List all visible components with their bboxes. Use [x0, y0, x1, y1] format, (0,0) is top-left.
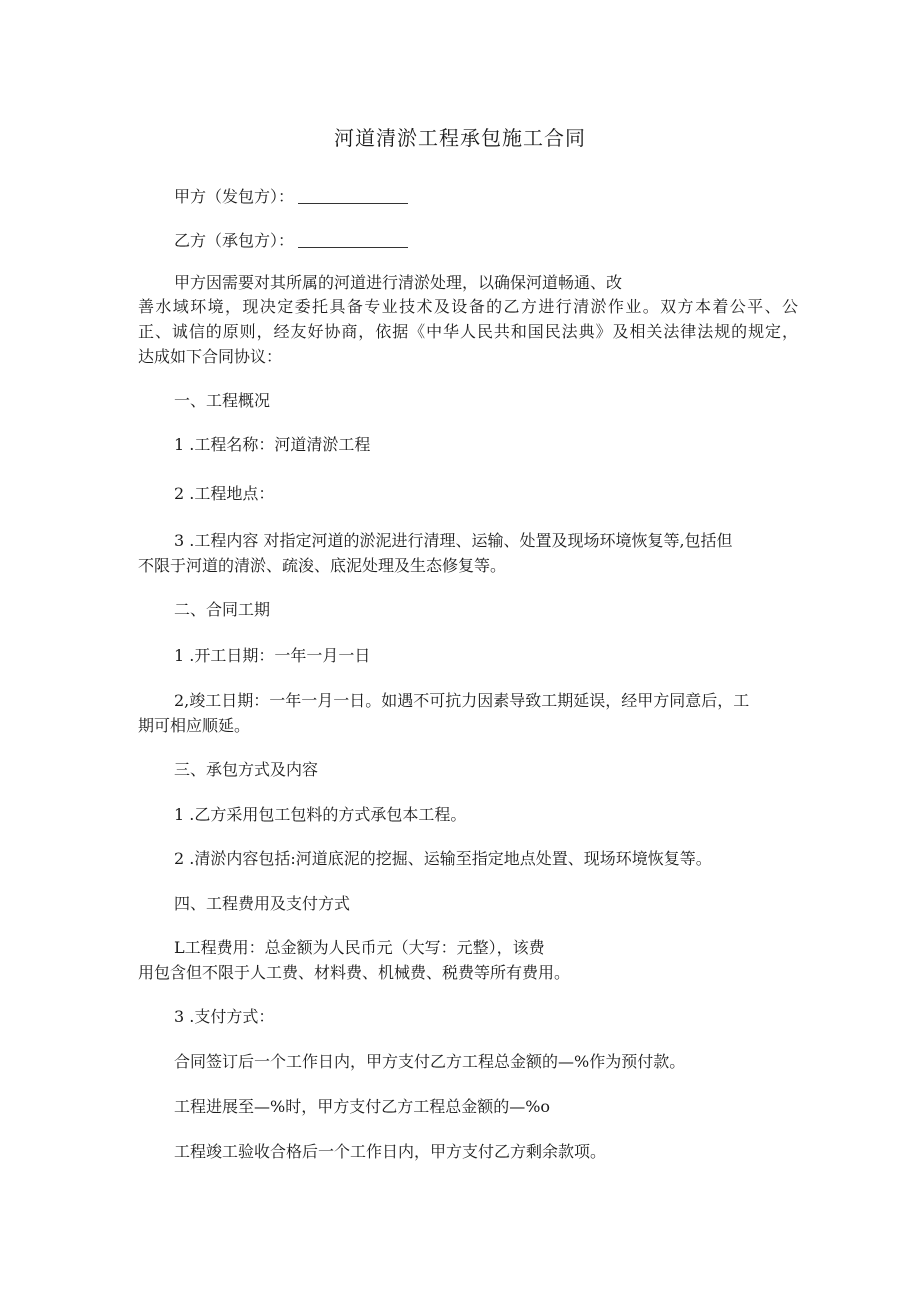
- intro-line-1: 甲方因需要对其所属的河道进行清淤处理，以确保河道畅通、改: [174, 273, 623, 292]
- section1-item1: 1 .工程名称：河道清淤工程: [174, 435, 371, 454]
- section1-item2: 2 .工程地点：: [174, 484, 275, 503]
- party-b-label: 乙方（承包方）：: [174, 231, 295, 250]
- intro-line-3: 正、诚信的原则，经友好协商，依据《中华人民共和国民法典》及相关法律法规的规定，: [138, 322, 798, 341]
- section4-item1-line1: L工程费用：总金额为人民币元（大写：元整），该费: [174, 938, 545, 957]
- section1-item3-line2: 不限于河道的清淤、疏浚、底泥处理及生态修复等。: [138, 556, 507, 575]
- section3-item1: 1 .乙方采用包工包料的方式承包本工程。: [174, 805, 467, 824]
- section1-heading: 一、工程概况: [174, 391, 271, 410]
- section2-item1: 1 .开工日期：一年一月一日: [174, 646, 371, 665]
- party-b-blank[interactable]: [298, 231, 408, 248]
- intro-line-2: 善水域环境，现决定委托具备专业技术及设备的乙方进行清淤作业。双方本着公平、公: [138, 297, 798, 316]
- payment-term-2: 工程进展至—%时，甲方支付乙方工程总金额的—%o: [174, 1097, 551, 1116]
- document-title: 河道清淤工程承包施工合同: [334, 126, 586, 150]
- section4-item3: 3 .支付方式：: [174, 1007, 275, 1026]
- section3-item2: 2 .清淤内容包括:河道底泥的挖掘、运输至指定地点处置、现场环境恢复等。: [174, 849, 712, 868]
- section2-item2-line2: 期可相应顺延。: [138, 716, 251, 735]
- payment-term-1: 合同签订后一个工作日内，甲方支付乙方工程总金额的—%作为预付款。: [174, 1052, 686, 1071]
- section4-item1-line2: 用包含但不限于人工费、材料费、机械费、税费等所有费用。: [138, 963, 571, 982]
- payment-term-3: 工程竣工验收合格后一个工作日内，甲方支付乙方剩余款项。: [174, 1142, 607, 1161]
- party-b-line: [174, 228, 834, 254]
- party-a-line: [174, 184, 834, 210]
- party-a-blank[interactable]: [298, 187, 408, 204]
- section4-heading: 四、工程费用及支付方式: [174, 894, 351, 913]
- intro-line-4: 达成如下合同协议：: [138, 347, 283, 366]
- party-a-label: 甲方（发包方）：: [174, 187, 295, 206]
- section1-item3-line1: 3 .工程内容 对指定河道的淤泥进行清理、运输、处置及现场环境恢复等,包括但: [174, 531, 733, 550]
- section3-heading: 三、承包方式及内容: [174, 760, 319, 779]
- section2-item2-line1: 2,竣工日期：一年一月一日。如遇不可抗力因素导致工期延误，经甲方同意后，工: [174, 691, 750, 710]
- section2-heading: 二、合同工期: [174, 600, 271, 619]
